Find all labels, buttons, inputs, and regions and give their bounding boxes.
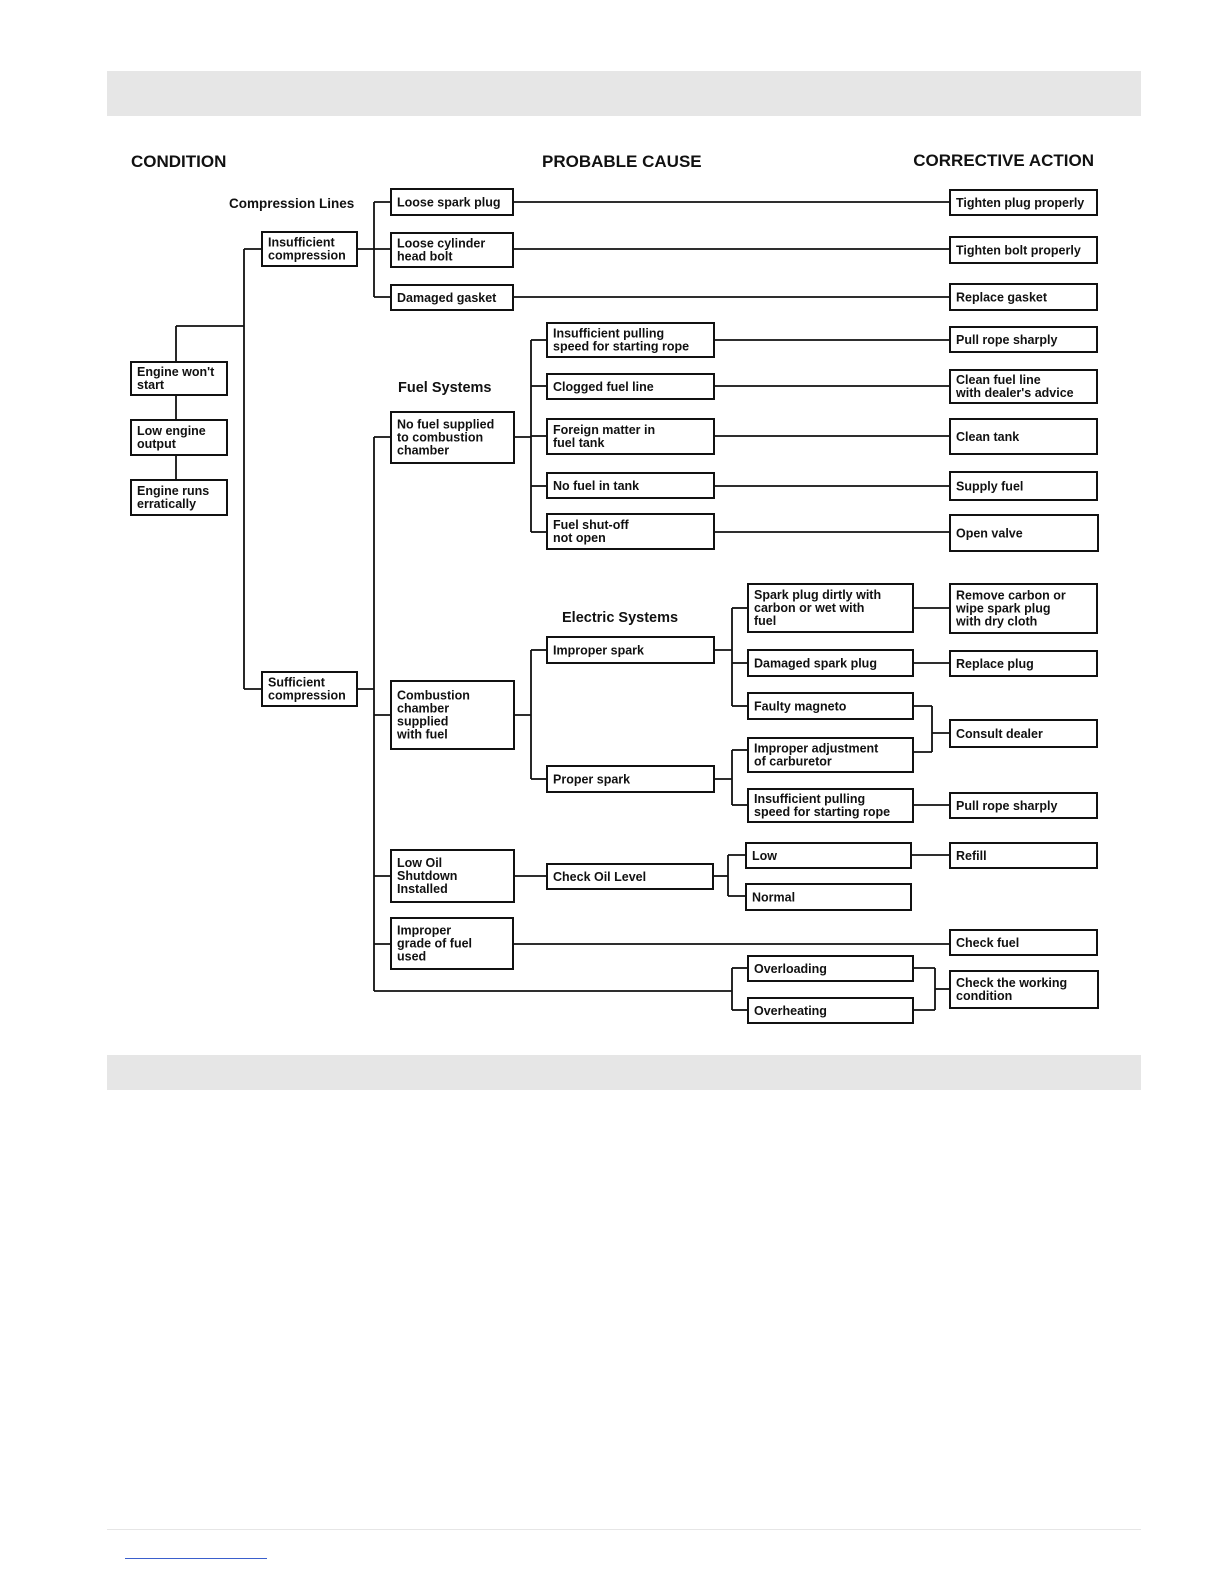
box-label: Insufficient pulling speed for starting rope	[754, 792, 891, 819]
box-label: Insufficient compression	[268, 235, 346, 263]
box-label: Low Oil Shutdown Installed	[397, 856, 458, 896]
box-label: Faulty magneto	[754, 699, 847, 714]
box-label: Refill	[956, 849, 987, 863]
box-label: Replace plug	[956, 657, 1034, 671]
box-label: Fuel shut-off not open	[553, 518, 629, 545]
box-label: Check Oil Level	[553, 870, 647, 884]
bottom-gray-band	[107, 1055, 1141, 1090]
footer-divider	[107, 1529, 1141, 1530]
section-electric-systems: Electric Systems	[562, 610, 679, 626]
box-label: Remove carbon or wipe spark plug with dry cloth	[956, 588, 1066, 629]
box-label: Loose cylinder head bolt	[397, 236, 486, 264]
footer-link-underline[interactable]	[125, 1558, 267, 1559]
box-label: Open valve	[956, 526, 1023, 541]
section-fuel-systems: Fuel Systems	[398, 380, 492, 396]
box-label: Insufficient pulling speed for starting rope	[553, 326, 690, 354]
box-label: Overloading	[754, 962, 827, 976]
flowchart-canvas	[107, 120, 1141, 1046]
box-label: Consult dealer	[956, 727, 1043, 741]
troubleshooting-diagram	[107, 120, 1141, 1046]
box-label: Low engine output	[137, 424, 206, 451]
box-label: Improper adjustment of carburetor	[754, 741, 879, 769]
top-gray-band	[107, 71, 1141, 116]
box-label: Engine won't start	[137, 365, 215, 392]
header-condition: CONDITION	[131, 152, 227, 171]
box-label: Pull rope sharply	[956, 333, 1058, 347]
box-label: Engine runs erratically	[137, 484, 210, 511]
box-label: Tighten bolt properly	[956, 243, 1081, 258]
box-label: Damaged gasket	[397, 291, 497, 305]
box-label: Check fuel	[956, 936, 1020, 950]
box-label: Spark plug dirtly with carbon or wet with fuel	[754, 588, 882, 628]
box-label: Replace gasket	[956, 290, 1048, 305]
box-label: Overheating	[754, 1004, 827, 1018]
box-label: Proper spark	[553, 772, 631, 787]
header-corrective-action: CORRECTIVE ACTION	[913, 151, 1094, 170]
header-probable-cause: PROBABLE CAUSE	[542, 152, 702, 171]
box-label: Tighten plug properly	[956, 196, 1085, 210]
box-label: Normal	[752, 890, 796, 905]
box-label: Low	[752, 849, 777, 863]
box-label: Loose spark plug	[397, 195, 501, 210]
box-label: No fuel in tank	[553, 479, 640, 493]
box-label: No fuel supplied to combustion chamber	[397, 417, 495, 458]
box-label: Clean fuel line with dealer's advice	[956, 373, 1074, 400]
box-label: Clogged fuel line	[553, 380, 654, 394]
box-label: Damaged spark plug	[754, 656, 877, 671]
section-compression-lines: Compression Lines	[229, 196, 355, 211]
box-label: Improper grade of fuel used	[397, 923, 473, 964]
box-label: Combustion chamber supplied with fuel	[397, 688, 470, 742]
box-label: Foreign matter in fuel tank	[553, 423, 656, 450]
box-label: Sufficient compression	[268, 675, 346, 703]
box-label: Clean tank	[956, 430, 1020, 444]
box-label: Pull rope sharply	[956, 799, 1058, 813]
box-label: Check the working condition	[956, 976, 1068, 1003]
box-label: Supply fuel	[956, 479, 1024, 494]
box-label: Improper spark	[553, 643, 645, 658]
